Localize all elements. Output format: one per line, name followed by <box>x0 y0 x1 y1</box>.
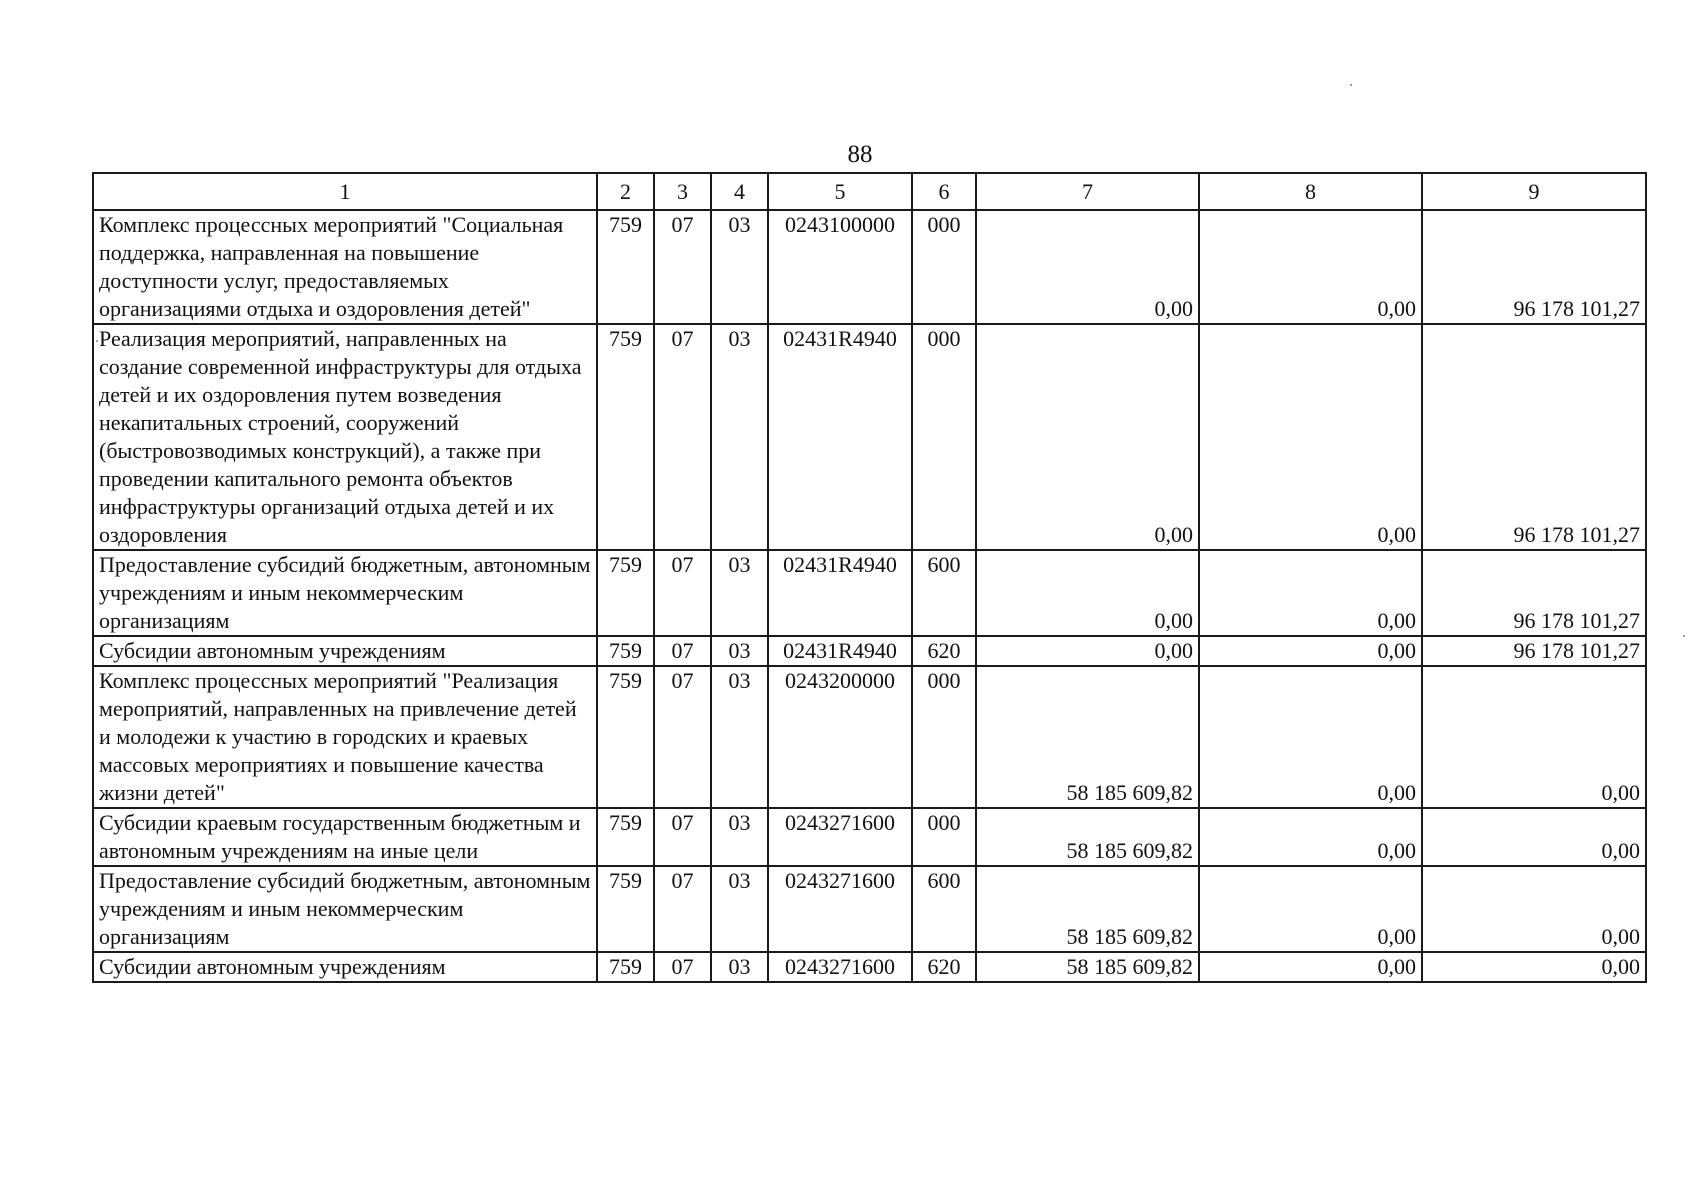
table-row <box>93 636 1646 666</box>
subsection-code: 03 <box>711 636 768 666</box>
table-row <box>93 550 1646 636</box>
amount-col-9: 96 178 101,27 <box>1422 550 1646 636</box>
row-name: Субсидии краевым государственным бюджетным и автономным учреждениям на иные цели <box>93 808 597 866</box>
table-row <box>93 666 1646 808</box>
amount-col-8: 0,00 <box>1199 550 1422 636</box>
section-code: 07 <box>654 866 711 952</box>
row-name: Комплекс процессных мероприятий "Реализация мероприятий, направленных на привлечение детей и молодежи к участию в городских и краевых массовых мероприятиях и повышение качества жизни детей" <box>93 666 597 808</box>
amount-col-8: 0,00 <box>1199 636 1422 666</box>
amount-col-8: 0,00 <box>1199 324 1422 550</box>
scan-speck <box>1350 84 1352 86</box>
amount-col-9: 0,00 <box>1422 952 1646 982</box>
target-article-code: 0243200000 <box>768 666 912 808</box>
column-header: 8 <box>1199 173 1422 210</box>
table-row <box>93 952 1646 982</box>
amount-col-7: 58 185 609,82 <box>976 666 1199 808</box>
expense-type-code: 620 <box>912 952 976 982</box>
scan-speck <box>96 340 98 342</box>
amount-col-7: 0,00 <box>976 324 1199 550</box>
amount-col-8: 0,00 <box>1199 952 1422 982</box>
ministry-code: 759 <box>597 550 654 636</box>
subsection-code: 03 <box>711 866 768 952</box>
column-header: 6 <box>912 173 976 210</box>
page-number: 88 <box>847 141 873 168</box>
subsection-code: 03 <box>711 666 768 808</box>
row-name: Субсидии автономным учреждениям <box>93 636 597 666</box>
amount-col-7: 0,00 <box>976 550 1199 636</box>
column-header: 2 <box>597 173 654 210</box>
section-code: 07 <box>654 952 711 982</box>
target-article-code: 0243271600 <box>768 866 912 952</box>
column-header: 1 <box>93 173 597 210</box>
subsection-code: 03 <box>711 808 768 866</box>
target-article-code: 0243271600 <box>768 952 912 982</box>
amount-col-9: 0,00 <box>1422 808 1646 866</box>
column-header: 3 <box>654 173 711 210</box>
expense-type-code: 000 <box>912 324 976 550</box>
row-name: Субсидии автономным учреждениям <box>93 952 597 982</box>
subsection-code: 03 <box>711 210 768 324</box>
budget-table <box>92 172 1647 983</box>
ministry-code: 759 <box>597 324 654 550</box>
expense-type-code: 000 <box>912 808 976 866</box>
table-row <box>93 808 1646 866</box>
amount-col-8: 0,00 <box>1199 666 1422 808</box>
amount-col-8: 0,00 <box>1199 808 1422 866</box>
expense-type-code: 600 <box>912 550 976 636</box>
expense-type-code: 000 <box>912 210 976 324</box>
amount-col-9: 96 178 101,27 <box>1422 636 1646 666</box>
amount-col-7: 58 185 609,82 <box>976 808 1199 866</box>
column-header: 5 <box>768 173 912 210</box>
subsection-code: 03 <box>711 550 768 636</box>
ministry-code: 759 <box>597 210 654 324</box>
table-row <box>93 324 1646 550</box>
subsection-code: 03 <box>711 952 768 982</box>
column-header: 9 <box>1422 173 1646 210</box>
section-code: 07 <box>654 550 711 636</box>
section-code: 07 <box>654 666 711 808</box>
ministry-code: 759 <box>597 952 654 982</box>
row-name: Комплекс процессных мероприятий "Социальная поддержка, направленная на повышение доступности услуг, предоставляемых организациями отдыха и оздоровления детей" <box>93 210 597 324</box>
subsection-code: 03 <box>711 324 768 550</box>
target-article-code: 02431R4940 <box>768 324 912 550</box>
column-header: 7 <box>976 173 1199 210</box>
expense-type-code: 600 <box>912 866 976 952</box>
target-article-code: 0243271600 <box>768 808 912 866</box>
expense-type-code: 620 <box>912 636 976 666</box>
column-header: 4 <box>711 173 768 210</box>
ministry-code: 759 <box>597 866 654 952</box>
amount-col-7: 0,00 <box>976 636 1199 666</box>
amount-col-7: 58 185 609,82 <box>976 866 1199 952</box>
section-code: 07 <box>654 324 711 550</box>
table-row <box>93 866 1646 952</box>
ministry-code: 759 <box>597 666 654 808</box>
expense-type-code: 000 <box>912 666 976 808</box>
ministry-code: 759 <box>597 636 654 666</box>
column-number-row <box>93 173 1646 210</box>
amount-col-8: 0,00 <box>1199 866 1422 952</box>
row-name: Предоставление субсидий бюджетным, автономным учреждениям и иным некоммерческим организациям <box>93 550 597 636</box>
row-name: Предоставление субсидий бюджетным, автономным учреждениям и иным некоммерческим организациям <box>93 866 597 952</box>
target-article-code: 02431R4940 <box>768 636 912 666</box>
amount-col-7: 0,00 <box>976 210 1199 324</box>
section-code: 07 <box>654 808 711 866</box>
table-row <box>93 210 1646 324</box>
section-code: 07 <box>654 636 711 666</box>
target-article-code: 0243100000 <box>768 210 912 324</box>
amount-col-7: 58 185 609,82 <box>976 952 1199 982</box>
amount-col-9: 0,00 <box>1422 666 1646 808</box>
row-name: Реализация мероприятий, направленных на создание современной инфраструктуры для отдыха детей и их оздоровления путем возведения некапитальных строений, сооружений (быстровозводимых конструкций), а также при проведении капитального ремонта объектов инфраструктуры организаций отдыха детей и их оздоровления <box>93 324 597 550</box>
target-article-code: 02431R4940 <box>768 550 912 636</box>
amount-col-8: 0,00 <box>1199 210 1422 324</box>
amount-col-9: 96 178 101,27 <box>1422 324 1646 550</box>
scan-speck <box>1683 635 1685 637</box>
section-code: 07 <box>654 210 711 324</box>
ministry-code: 759 <box>597 808 654 866</box>
amount-col-9: 0,00 <box>1422 866 1646 952</box>
amount-col-9: 96 178 101,27 <box>1422 210 1646 324</box>
